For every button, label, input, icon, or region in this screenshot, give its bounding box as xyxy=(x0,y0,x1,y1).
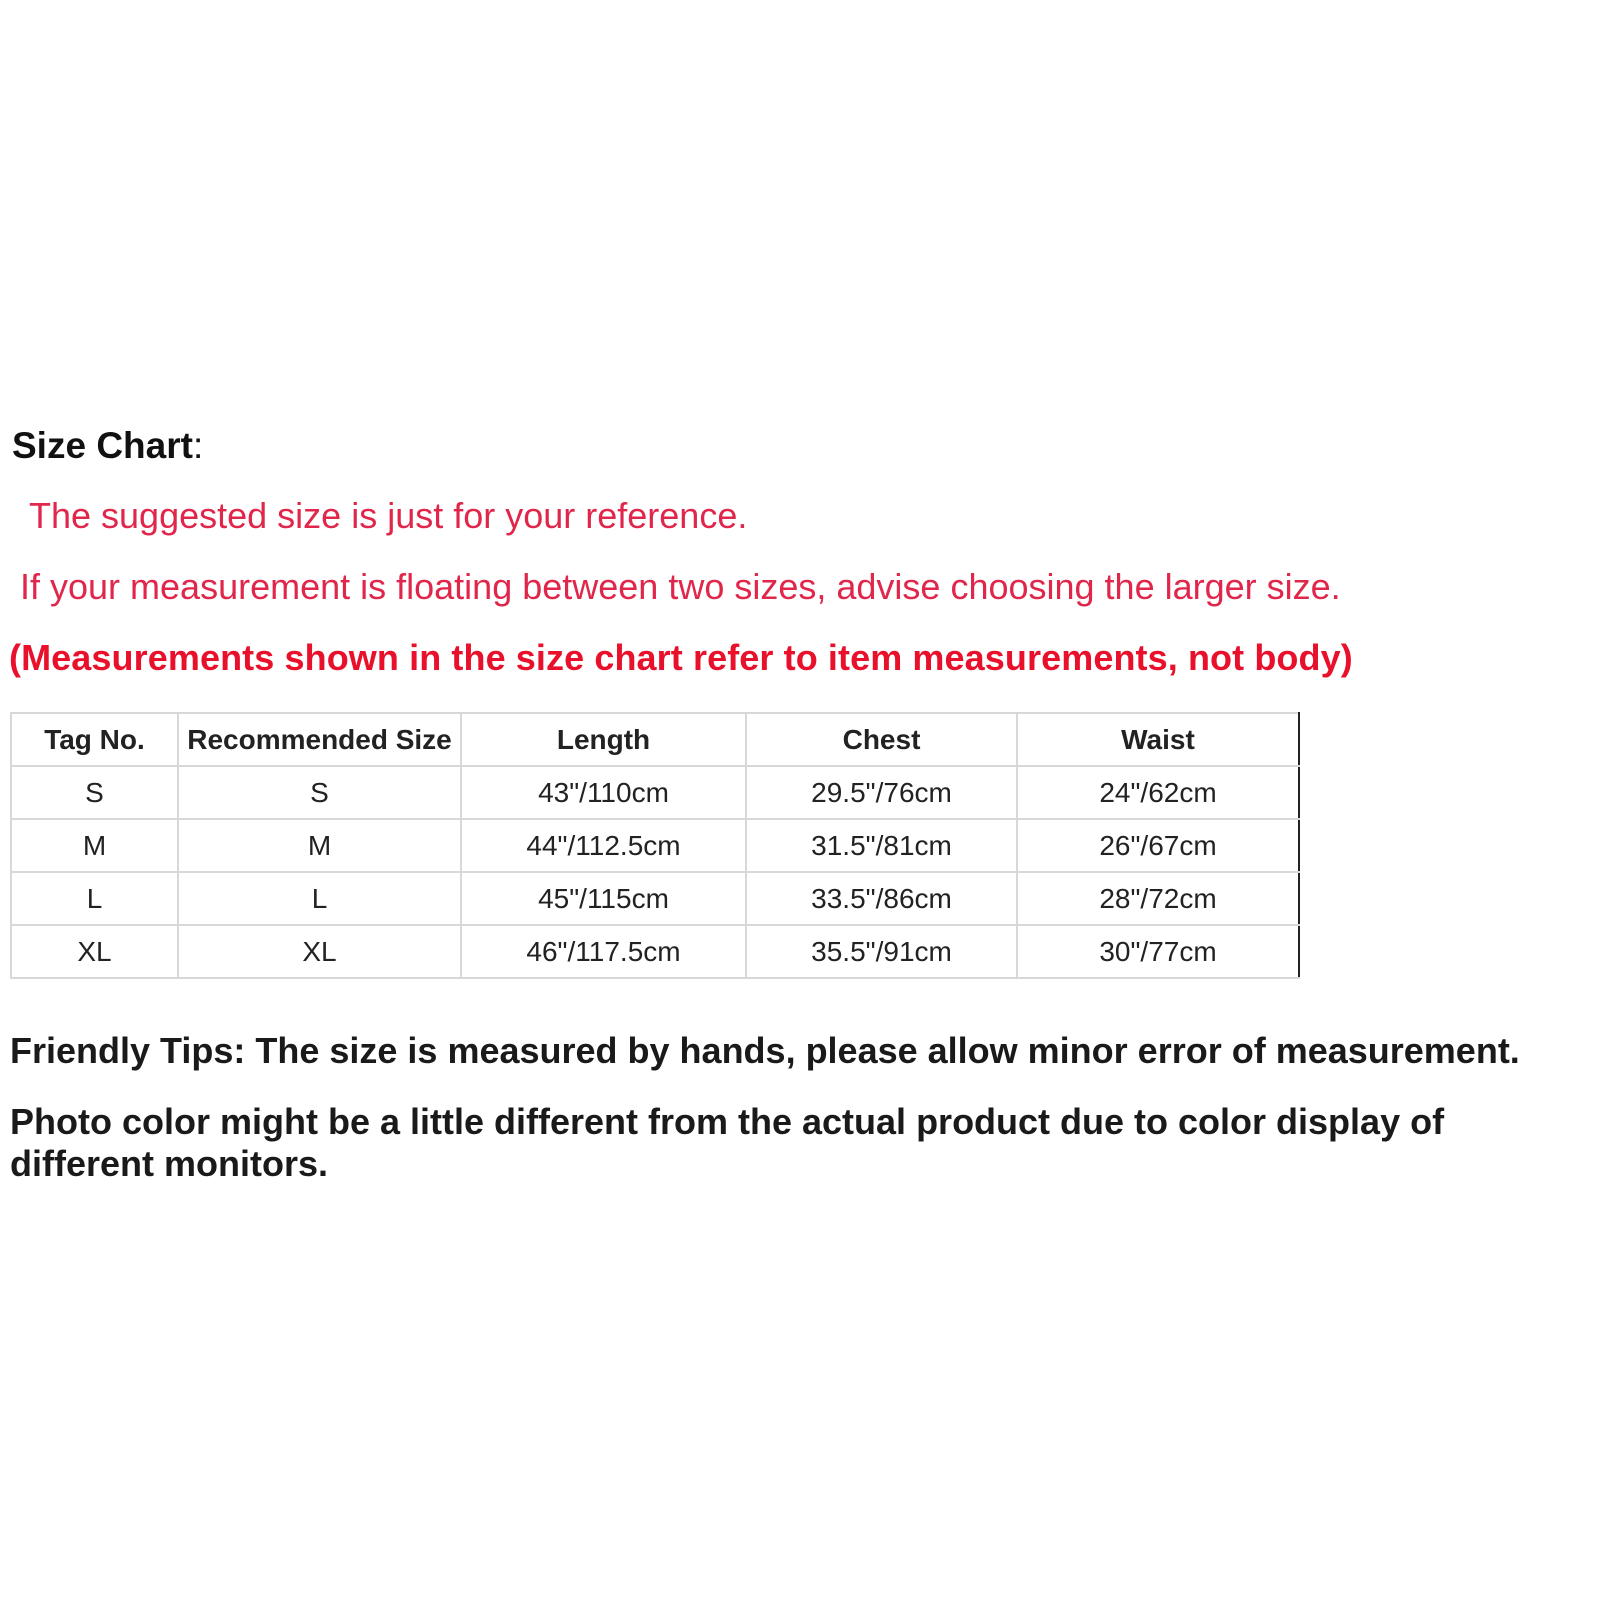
floating-size-note: If your measurement is floating between two sizes, advise choosing the larger size. xyxy=(20,566,1341,607)
table-header-row xyxy=(11,713,1299,766)
cell-waist: 26"/67cm xyxy=(1017,819,1299,872)
cell-chest: 35.5"/91cm xyxy=(746,925,1017,978)
cell-chest: 29.5"/76cm xyxy=(746,766,1017,819)
table-row xyxy=(11,925,1299,978)
cell-tag-no: M xyxy=(11,819,178,872)
cell-tag-no: S xyxy=(11,766,178,819)
size-chart-title xyxy=(12,424,203,468)
header-waist: Waist xyxy=(1017,713,1299,766)
size-chart-title-colon: : xyxy=(192,425,204,466)
size-table xyxy=(10,712,1300,979)
size-chart-title-text: Size Chart xyxy=(12,425,193,466)
cell-recommended-size: M xyxy=(178,819,461,872)
cell-recommended-size: S xyxy=(178,766,461,819)
cell-chest: 33.5"/86cm xyxy=(746,872,1017,925)
cell-length: 45"/115cm xyxy=(461,872,746,925)
cell-length: 46"/117.5cm xyxy=(461,925,746,978)
cell-waist: 28"/72cm xyxy=(1017,872,1299,925)
cell-chest: 31.5"/81cm xyxy=(746,819,1017,872)
cell-length: 43"/110cm xyxy=(461,766,746,819)
header-length: Length xyxy=(461,713,746,766)
header-chest: Chest xyxy=(746,713,1017,766)
friendly-tips: Friendly Tips: The size is measured by hands, please allow minor error of measurement. xyxy=(10,1030,1520,1071)
table-row xyxy=(11,766,1299,819)
cell-length: 44"/112.5cm xyxy=(461,819,746,872)
item-measurement-note: (Measurements shown in the size chart refer to item measurements, not body) xyxy=(9,637,1353,678)
cell-recommended-size: XL xyxy=(178,925,461,978)
header-tag-no: Tag No. xyxy=(11,713,178,766)
cell-recommended-size: L xyxy=(178,872,461,925)
table-row xyxy=(11,872,1299,925)
header-recommended-size: Recommended Size xyxy=(178,713,461,766)
cell-waist: 24"/62cm xyxy=(1017,766,1299,819)
cell-waist: 30"/77cm xyxy=(1017,925,1299,978)
table-row xyxy=(11,819,1299,872)
cell-tag-no: XL xyxy=(11,925,178,978)
reference-note: The suggested size is just for your reference. xyxy=(29,495,748,536)
cell-tag-no: L xyxy=(11,872,178,925)
photo-color-tip: Photo color might be a little different from the actual product due to color display of different monitors. xyxy=(10,1101,1445,1184)
